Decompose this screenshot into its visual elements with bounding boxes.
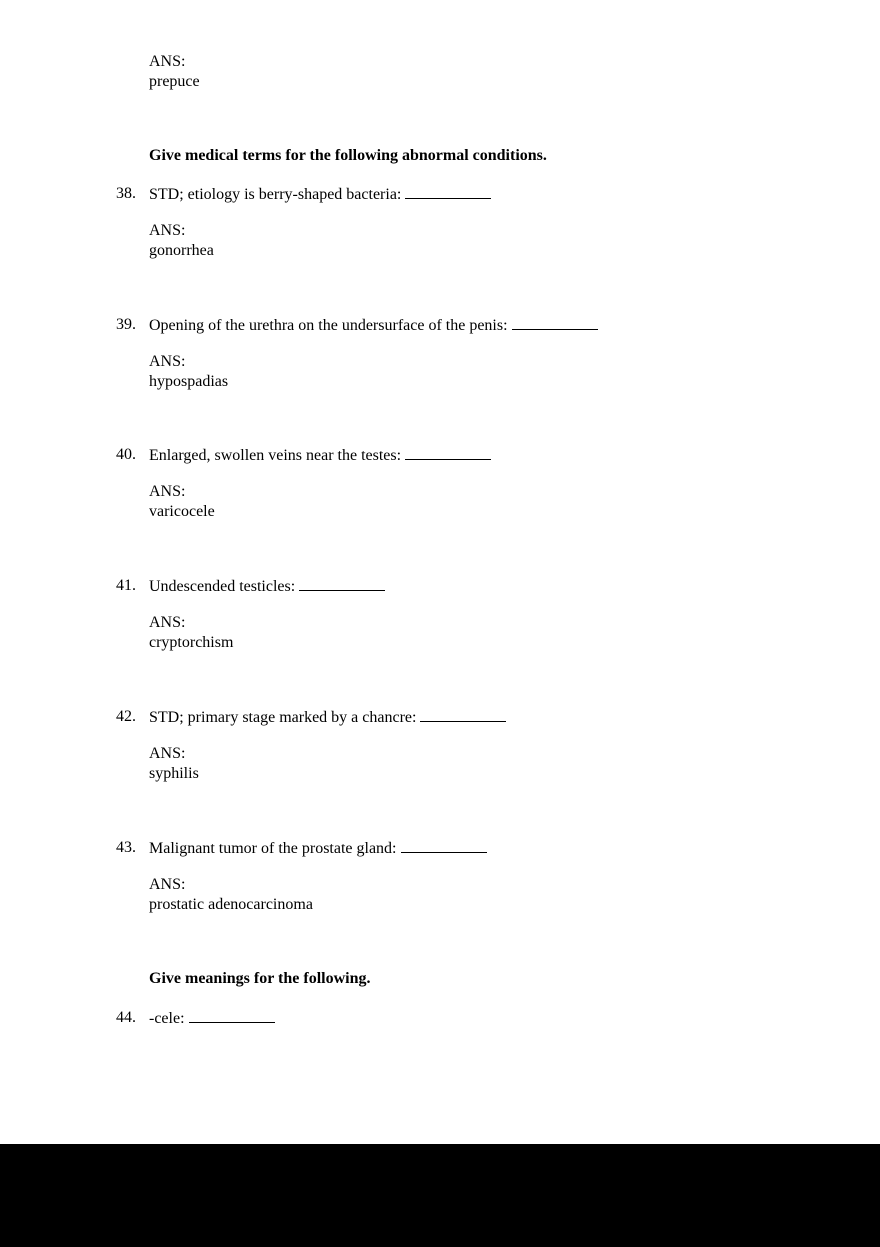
answer-label: ANS:: [149, 876, 186, 893]
question-text: Opening of the urethra on the undersurface of the penis:: [149, 315, 598, 336]
answer-blank: [401, 838, 487, 853]
answer-value: prepuce: [149, 73, 200, 90]
answer-label: ANS:: [149, 353, 186, 370]
answer-blank: [405, 184, 491, 199]
question-number: 38.: [116, 185, 136, 202]
question-text: STD; primary stage marked by a chancre:: [149, 707, 506, 728]
question-number: 40.: [116, 446, 136, 463]
section-heading: Give medical terms for the following abnormal conditions.: [149, 147, 547, 164]
answer-value: prostatic adenocarcinoma: [149, 896, 313, 913]
answer-label: ANS:: [149, 222, 186, 239]
question-number: 42.: [116, 708, 136, 725]
answer-blank: [512, 315, 598, 330]
answer-blank: [189, 1008, 275, 1023]
question-number: 44.: [116, 1009, 136, 1026]
answer-value: gonorrhea: [149, 242, 214, 259]
section-heading: Give meanings for the following.: [149, 970, 371, 987]
answer-value: hypospadias: [149, 373, 229, 390]
question-number: 41.: [116, 577, 136, 594]
question-text: Undescended testicles:: [149, 576, 385, 597]
question-number: 43.: [116, 839, 136, 856]
answer-value: cryptorchism: [149, 634, 234, 651]
answer-blank: [299, 576, 385, 591]
answer-value: varicocele: [149, 503, 215, 520]
answer-label: ANS:: [149, 53, 186, 70]
question-text: Malignant tumor of the prostate gland:: [149, 838, 487, 859]
answer-value: syphilis: [149, 765, 199, 782]
question-text: STD; etiology is berry-shaped bacteria:: [149, 184, 491, 205]
question-text: Enlarged, swollen veins near the testes:: [149, 445, 491, 466]
answer-label: ANS:: [149, 483, 186, 500]
answer-blank: [405, 445, 491, 460]
answer-blank: [420, 707, 506, 722]
answer-label: ANS:: [149, 614, 186, 631]
question-number: 39.: [116, 316, 136, 333]
answer-label: ANS:: [149, 745, 186, 762]
question-text: -cele:: [149, 1008, 275, 1029]
